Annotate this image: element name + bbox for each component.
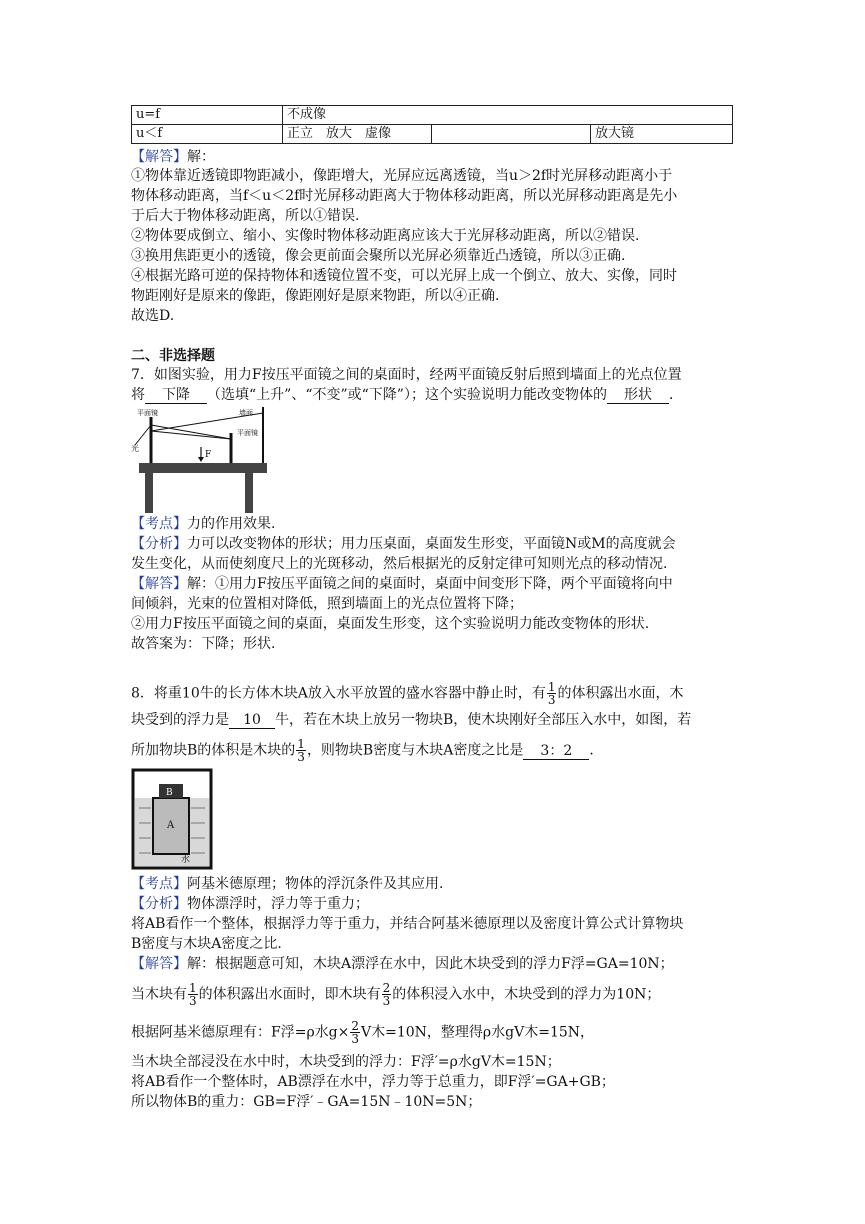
wall-label: 墙面 [239, 409, 253, 417]
denominator: 3 [297, 750, 305, 764]
q6-solution-line: 于后大于物体移动距离，所以①错误. [131, 208, 360, 224]
text: ，则物块B密度与木块A密度之比是 [306, 742, 524, 759]
text: 物体漂浮时，浮力等于重力； [187, 896, 369, 912]
text: 力的作用效果. [187, 516, 276, 532]
table-cell: 不成像 [283, 106, 733, 125]
q8-jieda [131, 954, 674, 974]
q7-kaodian [131, 514, 275, 534]
answer-blank: 10 [229, 712, 275, 729]
q8-jieda [131, 1020, 594, 1045]
text: 当木块有 [131, 986, 187, 1003]
table-cell: u=f [132, 106, 283, 125]
q6-solution-line: 物体移动距离，当f＜u＜2f时光屏移动距离大于物体移动距离，所以光屏移动距离是先小 [131, 188, 678, 204]
fenxi-tag: 【分析】 [131, 896, 187, 912]
q7-fenxi [131, 534, 676, 554]
container-figure [131, 768, 213, 870]
lens-table [131, 105, 733, 144]
answer-blank: 下降 [145, 387, 207, 404]
text: 解：①用力F按压平面镜之间的桌面时，桌面中间变形下降，两个平面镜将向中 [187, 576, 673, 592]
fraction [296, 738, 306, 763]
table-cell: 放大镜 [591, 125, 733, 144]
water-label: 水 [181, 855, 191, 865]
text: 的体积露出水面，木 [557, 685, 684, 702]
text: 的体积露出水面时，即木块有 [198, 986, 381, 1003]
q8-jieda: 将AB看作一个整体时，AB漂浮在水中，浮力等于总重力，即F浮′=GA+GB； [131, 1074, 615, 1090]
text: （选填“上升”、“不变”或“下降”）；这个实验说明力能改变物体的 [207, 387, 607, 403]
fraction [350, 1020, 360, 1045]
fraction [547, 681, 557, 706]
q8-stem [131, 738, 603, 763]
numerator: 2 [351, 1019, 360, 1033]
text: 8．将重10牛的长方体木块A放入水平放置的盛水容器中静止时，有 [131, 685, 546, 702]
fraction [188, 982, 198, 1007]
jieda-tag: 【解答】 [131, 149, 187, 165]
text: 根据阿基米德原理有：F浮=ρ水g× [131, 1024, 350, 1041]
text: 阿基米德原理；物体的浮沉条件及其应用. [187, 876, 444, 892]
q8-stem [131, 710, 691, 730]
table-row [132, 125, 733, 144]
q8-jieda [131, 982, 660, 1007]
q7-stem [131, 385, 683, 405]
text: 解： [187, 149, 215, 165]
q7-jieda: ②用力F按压平面镜之间的桌面，桌面发生形变，这个实验说明力能改变物体的形状. [131, 616, 650, 632]
table-top [139, 463, 267, 473]
text: 块受到的浮力是 [131, 712, 229, 728]
block-a-label: A [167, 820, 175, 831]
q6-solution-line: 物距刚好是原来的像距，像距刚好是原来物距，所以④正确. [131, 288, 500, 304]
text: 解：根据题意可知，木块A漂浮在水中，因此木块受到的浮力F浮=GA=10N； [187, 956, 674, 972]
text: 牛，若在木块上放另一物块B，使木块刚好全部压入水中，如图，若 [275, 712, 692, 728]
answer-blank: 形状 [607, 387, 669, 404]
kaodian-tag: 【考点】 [131, 876, 187, 892]
q8-jieda: 当木块全部浸没在水中时，木块受到的浮力：F浮′=ρ水gV木=15N； [131, 1054, 561, 1070]
q6-solution-line: ①物体靠近透镜即物距减小，像距增大，光屏应远离透镜，当u＞2f时光屏移动距离小于 [131, 168, 673, 184]
q7-fenxi: 发生变化，从而使刻度尺上的光斑移动，然后根据光的反射定律可知则光点的移动情况. [131, 556, 668, 572]
q7-stem: 7．如图实验，用力F按压平面镜之间的桌面时，经两平面镜反射后照到墙面上的光点位置 [131, 367, 682, 383]
mirror-label: 平面镜 [137, 409, 158, 417]
table-cell: u＜f [132, 125, 283, 144]
force-arrow-head [198, 457, 204, 462]
numerator: 1 [297, 737, 305, 751]
text: ． [668, 387, 683, 403]
kaodian-tag: 【考点】 [131, 516, 187, 532]
q8-fenxi: 将AB看作一个整体，根据浮力等于重力，并结合阿基米德原理以及密度计算公式计算物块 [131, 916, 684, 932]
text: 所加物块B的体积是木块的 [131, 742, 296, 759]
text: 将 [131, 387, 145, 403]
denominator: 3 [351, 1032, 360, 1046]
table-cell: 正立 放大 虚像 [283, 125, 432, 144]
text: 力可以改变物体的形状；用力压桌面，桌面发生形变，平面镜N或M的高度就会 [187, 536, 676, 552]
q6-solution-line: ②物体要成倒立、缩小、实像时物体移动距离应该大于光屏移动距离，所以②错误. [131, 228, 640, 244]
numerator: 2 [382, 981, 391, 995]
mirror-table-figure [131, 405, 271, 513]
section-heading: 二、非选择题 [131, 348, 215, 364]
force-label: F [205, 450, 212, 460]
numerator: 1 [547, 680, 556, 694]
text: V木=10N，整理得ρ水gV木=15N， [361, 1024, 595, 1041]
denominator: 3 [547, 693, 556, 707]
light-ray [135, 425, 151, 445]
q6-solution-line: 故选D. [131, 308, 175, 324]
q8-fenxi [131, 894, 369, 914]
numerator: 1 [189, 981, 197, 995]
table-leg [145, 473, 153, 513]
q6-solution-line [131, 147, 215, 167]
light-label: 光 [131, 444, 139, 453]
q8-fenxi: B密度与木块A密度之比. [131, 936, 282, 952]
q8-stem [131, 681, 683, 706]
table-cell [432, 125, 591, 144]
fenxi-tag: 【分析】 [131, 536, 187, 552]
q6-solution-line: ③换用焦距更小的透镜，像会更前面会聚所以光屏必须靠近凸透镜，所以③正确. [131, 248, 626, 264]
q7-jieda: 间倾斜，光束的位置相对降低，照到墙面上的光点位置将下降； [131, 596, 523, 612]
text: 的体积浸入水中，木块受到的浮力为10N； [392, 986, 661, 1003]
q8-jieda: 所以物体B的重力：GB=F浮′﹣GA=15N﹣10N=5N； [131, 1094, 482, 1110]
q8-kaodian [131, 874, 443, 894]
q6-solution-line: ④根据光路可逆的保持物体和透镜位置不变，可以光屏上成一个倒立、放大、实像，同时 [131, 268, 677, 284]
answer-blank: 3：2 [523, 743, 589, 760]
q7-jieda [131, 574, 673, 594]
text: ． [589, 742, 604, 759]
q7-answer: 故答案为：下降；形状. [131, 636, 276, 652]
denominator: 3 [189, 994, 197, 1008]
denominator: 3 [382, 994, 391, 1008]
fraction [382, 982, 392, 1007]
jieda-tag: 【解答】 [131, 956, 187, 972]
table-row [132, 106, 733, 125]
table-leg [245, 473, 253, 513]
jieda-tag: 【解答】 [131, 576, 187, 592]
mirror-label: 平面镜 [237, 429, 258, 437]
block-b-label: B [166, 788, 173, 798]
